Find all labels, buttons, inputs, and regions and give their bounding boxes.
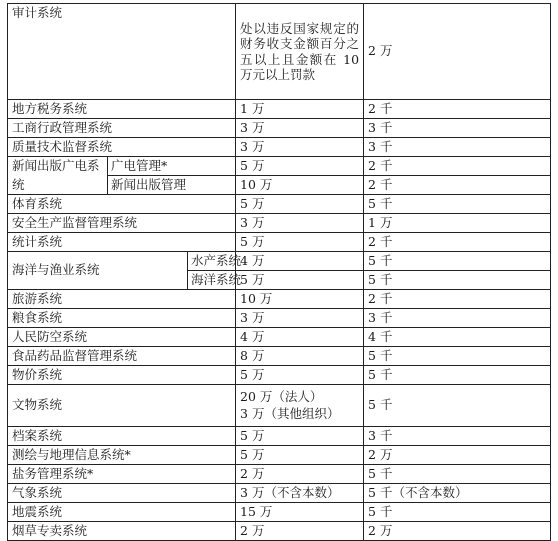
table-cell: 2 千	[364, 157, 551, 176]
table-cell: 物价系统	[8, 366, 236, 385]
table-cell: 1 万	[236, 100, 364, 119]
table-row	[8, 503, 551, 522]
table-cell	[236, 385, 364, 427]
table-cell: 4 万	[236, 252, 364, 271]
table-row	[8, 427, 551, 446]
table-row	[8, 100, 551, 119]
table-cell: 3 千	[364, 309, 551, 328]
table-row	[8, 385, 551, 427]
table-cell: 10 万	[236, 290, 364, 309]
table-cell: 5 万	[236, 233, 364, 252]
table-cell: 5 千	[364, 385, 551, 427]
table-cell: 海洋与渔业系统	[8, 252, 188, 290]
table-cell: 10 万	[236, 176, 364, 195]
table-cell: 5 千	[364, 195, 551, 214]
table-cell: 工商行政管理系统	[8, 119, 236, 138]
table-cell: 5 万	[236, 157, 364, 176]
table-row	[8, 347, 551, 366]
table-cell: 5 千（不含本数）	[364, 484, 551, 503]
table-cell: 4 千	[364, 328, 551, 347]
table-cell: 安全生产监督管理系统	[8, 214, 236, 233]
table-cell: 3 千	[364, 427, 551, 446]
penalty-table	[7, 3, 551, 541]
table-row	[8, 366, 551, 385]
table-cell: 审计系统	[8, 4, 236, 100]
table-cell: 5 万	[236, 271, 364, 290]
table-cell: 气象系统	[8, 484, 236, 503]
table-cell: 粮食系统	[8, 309, 236, 328]
table-row	[8, 214, 551, 233]
table-cell: 3 千	[364, 138, 551, 157]
table-cell: 5 万	[236, 366, 364, 385]
table-cell: 4 万	[236, 328, 364, 347]
table-row	[8, 119, 551, 138]
table-cell: 2 万	[364, 522, 551, 541]
table-cell: 水产系统	[188, 252, 236, 271]
table-row	[8, 195, 551, 214]
table-cell: 3 万（不含本数）	[236, 484, 364, 503]
table-cell: 处以违反国家规定的财务收支金额百分之五以上且金额在 10 万元以上罚款	[236, 4, 364, 100]
table-row	[8, 465, 551, 484]
table-cell: 档案系统	[8, 427, 236, 446]
table-cell: 15 万	[236, 503, 364, 522]
table-cell: 体育系统	[8, 195, 236, 214]
table-row	[8, 252, 551, 271]
table-cell: 2 千	[364, 233, 551, 252]
table-cell: 5 千	[364, 347, 551, 366]
table-row	[8, 328, 551, 347]
table-cell: 2 千	[364, 290, 551, 309]
table-cell: 新闻出版广电系统	[8, 157, 108, 195]
table-cell: 5 千	[364, 271, 551, 290]
table-cell: 5 千	[364, 465, 551, 484]
table-cell: 2 千	[364, 176, 551, 195]
table-cell: 广电管理*	[108, 157, 236, 176]
table-cell: 3 万	[236, 119, 364, 138]
table-cell: 海洋系统	[188, 271, 236, 290]
table-cell: 2 千	[364, 100, 551, 119]
table-cell: 5 万	[236, 195, 364, 214]
table-cell: 人民防空系统	[8, 328, 236, 347]
table-cell: 地震系统	[8, 503, 236, 522]
table-row	[8, 522, 551, 541]
table-cell: 5 万	[236, 446, 364, 465]
table-cell: 5 千	[364, 252, 551, 271]
table-cell: 测绘与地理信息系统*	[8, 446, 236, 465]
cell-line: 3 万（其他组织）	[240, 405, 340, 421]
table-cell: 2 万	[364, 446, 551, 465]
table-cell: 3 万	[236, 309, 364, 328]
table-cell: 5 千	[364, 366, 551, 385]
table-cell: 1 万	[364, 214, 551, 233]
table-row	[8, 484, 551, 503]
table-cell: 食品药品监督管理系统	[8, 347, 236, 366]
table-row	[8, 138, 551, 157]
table-cell: 3 万	[236, 214, 364, 233]
table-cell: 5 千	[364, 503, 551, 522]
table-cell: 3 万	[236, 138, 364, 157]
table-row	[8, 290, 551, 309]
table-cell: 烟草专卖系统	[8, 522, 236, 541]
table-cell: 质量技术监督系统	[8, 138, 236, 157]
table-row	[8, 446, 551, 465]
table-cell: 8 万	[236, 347, 364, 366]
table-cell: 新闻出版管理	[108, 176, 236, 195]
table-cell: 地方税务系统	[8, 100, 236, 119]
table-row	[8, 4, 551, 100]
table-cell: 2 万	[236, 522, 364, 541]
table-row	[8, 233, 551, 252]
table-cell: 3 千	[364, 119, 551, 138]
table-cell: 盐务管理系统*	[8, 465, 236, 484]
table-cell: 文物系统	[8, 385, 236, 427]
table-cell: 统计系统	[8, 233, 236, 252]
table-cell: 5 万	[236, 427, 364, 446]
table-cell: 旅游系统	[8, 290, 236, 309]
cell-line: 20 万（法人）	[240, 388, 323, 404]
table-row	[8, 309, 551, 328]
table-cell: 2 万	[364, 4, 551, 100]
table-cell: 2 万	[236, 465, 364, 484]
table-row	[8, 157, 551, 176]
